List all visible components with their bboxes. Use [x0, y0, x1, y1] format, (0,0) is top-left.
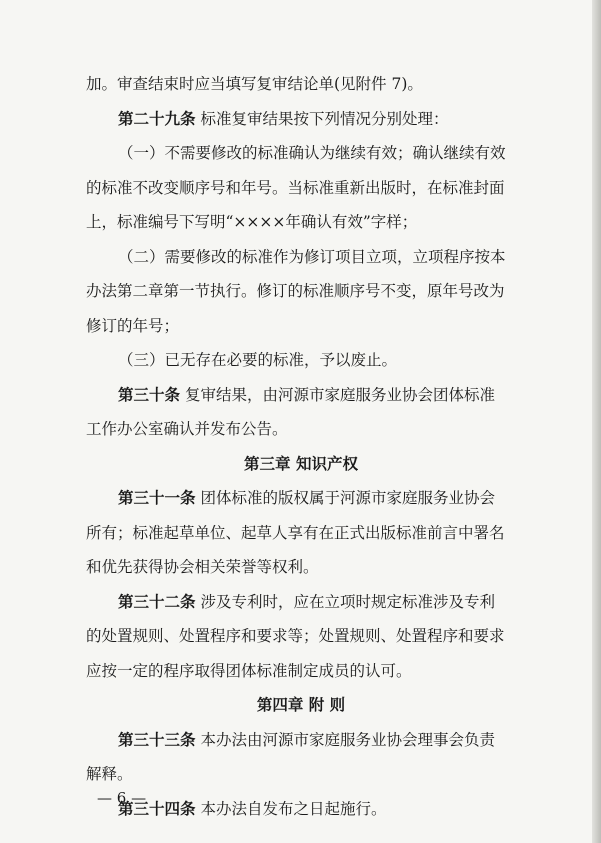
paragraph-line: （一）不需要修改的标准确认为继续有效；确认继续有效	[118, 144, 506, 162]
article-30-text: 复审结果，由河源市家庭服务业协会团体标准	[180, 385, 495, 404]
paragraph-line: 所有；标准起草单位、起草人享有在正式出版标准前言中署名	[86, 523, 505, 542]
paragraph-line: 修订的年号；	[86, 316, 180, 335]
article-31-label: 第三十一条	[118, 488, 196, 507]
article-33	[86, 726, 516, 754]
article-30-label: 第三十条	[118, 384, 181, 404]
article-29	[86, 105, 516, 133]
paragraph-line: 办法第二章第一节执行。修订的标准顺序号不变，原年号改为	[86, 282, 505, 300]
paragraph-line: 应按一定的程序取得团体标准制定成员的认可。	[86, 661, 412, 680]
paragraph-line: （三）已无存在必要的标准，予以废止。	[118, 351, 398, 369]
article-34	[86, 795, 516, 823]
article-29-label: 第二十九条	[118, 108, 196, 128]
paragraph-line: 的标准不改变顺序号和年号。当标准重新出版时，在标准封面	[86, 178, 505, 197]
paragraph-line: 上，标准编号下写明“××××年确认有效”字样；	[86, 213, 418, 231]
paragraph-line: 的处置规则、处置程序和要求等；处置规则、处置程序和要求	[86, 627, 505, 645]
article-31	[86, 484, 516, 512]
article-32-text: 涉及专利时，应在立项时规定标准涉及专利	[195, 592, 495, 611]
page-number: — 6 —	[97, 789, 147, 807]
article-33-text: 本办法由河源市家庭服务业协会理事会负责	[195, 730, 495, 749]
paragraph-line: 加。审查结束时应当填写复审结论单(见附件 7)。	[86, 75, 423, 93]
body-text	[86, 70, 516, 823]
chapter-4-heading: 第四章 附 则	[256, 695, 346, 714]
scan-edge	[592, 0, 601, 843]
chapter-3-heading: 第三章 知识产权	[244, 453, 358, 473]
paragraph-line: 工作办公室确认并发布公告。	[86, 420, 288, 438]
article-32	[86, 588, 516, 616]
article-33-label: 第三十三条	[118, 729, 196, 749]
article-29-text: 标准复审结果按下列情况分别处理：	[195, 109, 449, 128]
paragraph-line: 和优先获得协会相关荣誉等权利。	[86, 558, 319, 576]
article-34-text: 本办法自发布之日起施行。	[195, 799, 387, 818]
article-31-text: 团体标准的版权属于河源市家庭服务业协会	[195, 489, 495, 507]
article-32-label: 第三十二条	[118, 591, 196, 611]
article-34-label: 第三十四条	[118, 798, 196, 818]
paragraph-line: （二）需要修改的标准作为修订项目立项，立项程序按本	[118, 247, 506, 266]
article-30	[86, 381, 516, 409]
paragraph-line: 解释。	[86, 765, 133, 783]
